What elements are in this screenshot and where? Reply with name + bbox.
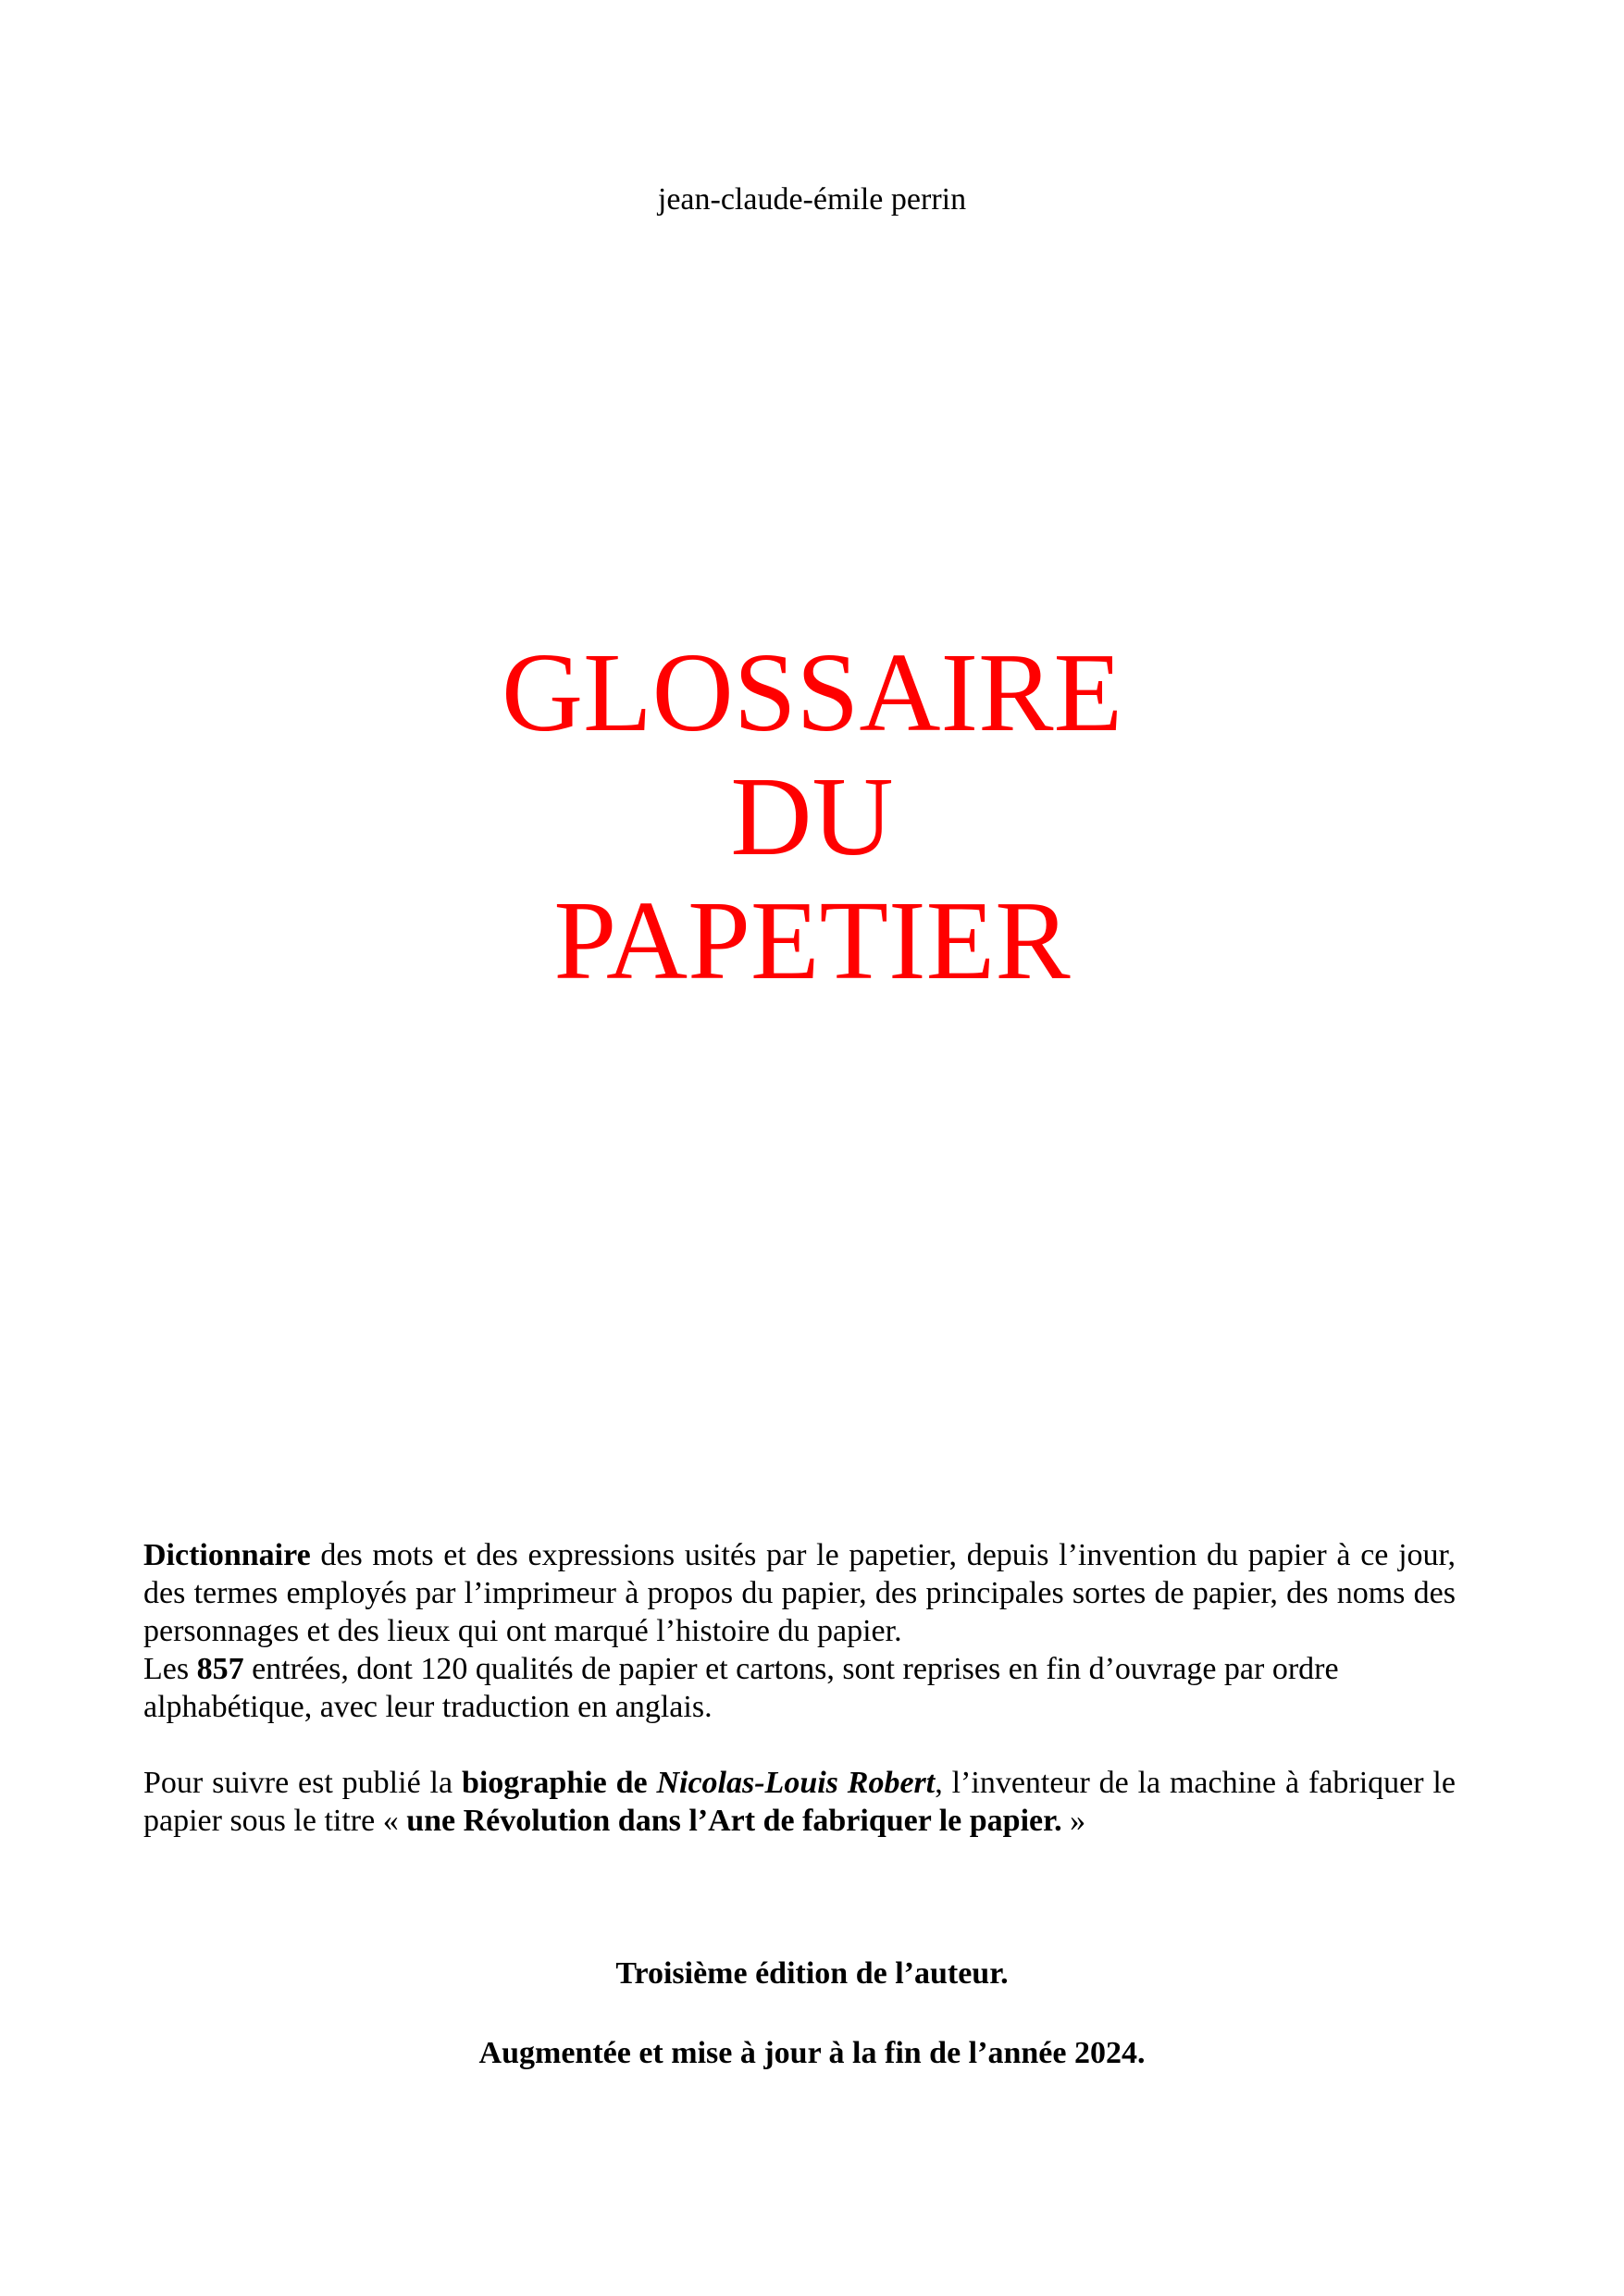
- biography-prefix: Pour suivre est publié la: [143, 1766, 462, 1800]
- biography-label: biographie de: [461, 1766, 657, 1800]
- title-line-du: DU: [730, 754, 894, 879]
- dictionary-label: Dictionnaire: [143, 1538, 311, 1572]
- description-paragraph-entries: [143, 1650, 1456, 1726]
- entries-text: entrées, dont 120 qualités de papier et cartons, sont reprises en fin d’ouvrage par ordre alphabétique, avec leur traduction en anglais.: [143, 1652, 1339, 1724]
- title-line-papetier: PAPETIER: [553, 878, 1071, 1003]
- description: [143, 1536, 1456, 1840]
- description-paragraph-biography: [143, 1764, 1456, 1840]
- edition-note: Troisième édition de l’auteur.: [615, 1956, 1009, 1991]
- paragraph-spacer: [143, 1726, 1456, 1764]
- update-note: Augmentée et mise à jour à la fin de l’année 2024.: [478, 2036, 1146, 2070]
- biography-suffix: »: [1061, 1804, 1086, 1838]
- dictionary-text: des mots et des expressions usités par le papetier, depuis l’invention du papier à ce jour, des termes employés par l’imprimeur à propos du papier, des principales sortes de papier, des noms des personnages et des lieux qui ont marqué l’histoire du papier.: [143, 1538, 1456, 1648]
- entries-prefix: Les: [143, 1652, 197, 1686]
- title-line-glossaire: GLOSSAIRE: [501, 630, 1123, 755]
- book-title: [0, 631, 1624, 1003]
- description-paragraph-dictionary: [143, 1536, 1456, 1650]
- author-name: jean-claude-émile perrin: [657, 182, 967, 217]
- biography-title: une Révolution dans l’Art de fabriquer le papier.: [406, 1804, 1062, 1838]
- entries-count: 857: [196, 1652, 244, 1686]
- biography-subject: Nicolas-Louis Robert: [656, 1766, 936, 1800]
- biography-middle: , l’inventeur de la machine à fabriquer le papier sous le titre «: [143, 1766, 1456, 1838]
